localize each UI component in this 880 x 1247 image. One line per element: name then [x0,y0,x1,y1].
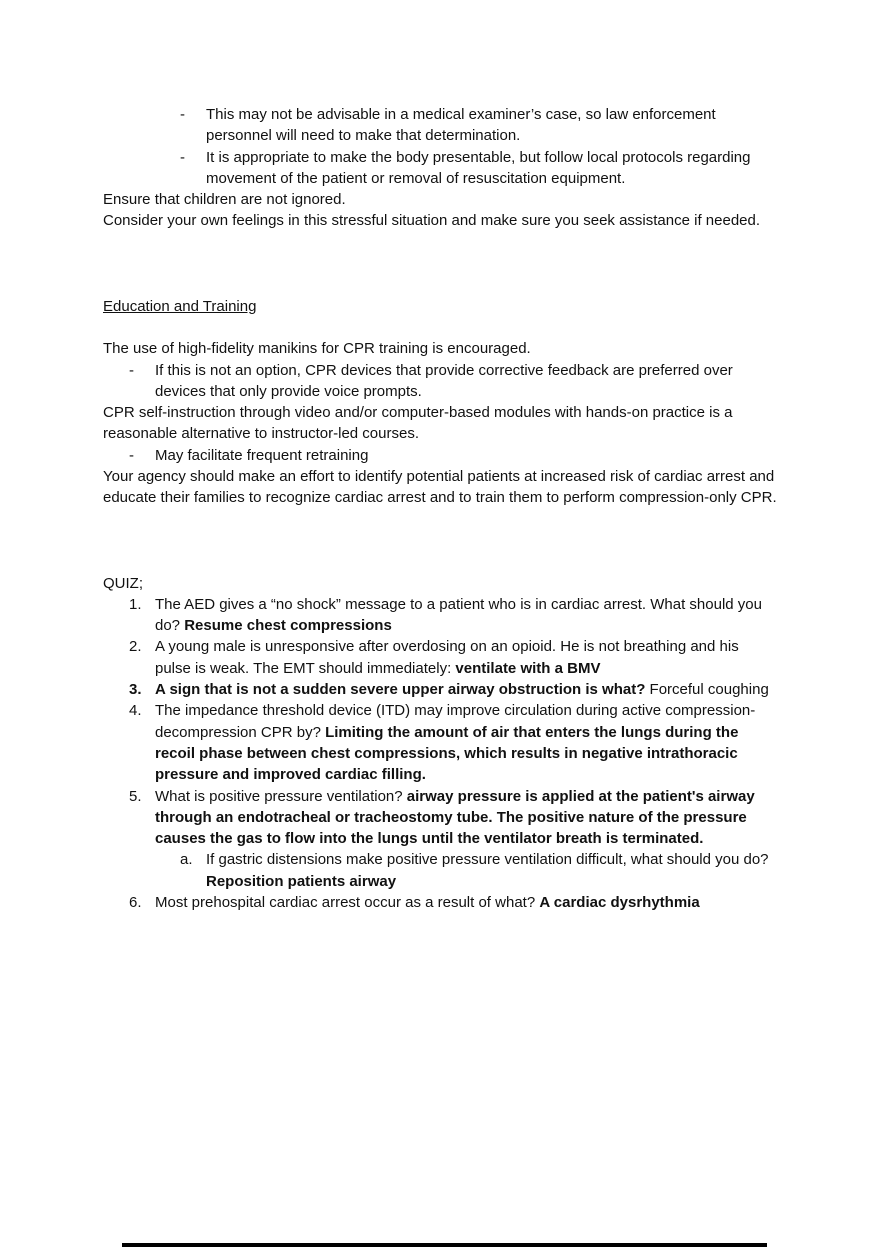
text-run: It is appropriate to make the body presentable, but follow local protocols regarding movement of the patient or removal of resuscitation equipment. [206,148,751,187]
page-bottom-divider [122,1243,767,1247]
list-marker: - [129,446,134,464]
paragraph [103,466,777,509]
text-run: ventilate with a BMV [455,659,601,677]
text-run: The AED gives a “no shock” message to a patient who is in cardiac arrest. What should you do? [155,595,762,635]
list-marker: - [129,361,134,379]
text-run: Ensure that children are not ignored. [103,191,346,209]
text-run: A cardiac dysrhythmia [539,893,700,911]
list-marker: 4. [129,702,142,720]
text-run: A sign that is not a sudden severe upper airway obstruction is what? [155,681,650,699]
text-run: Reposition patients airway [206,872,397,890]
text-run: Your agency should make an effort to identify potential patients at increased risk of cardiac arrest and educate their families to recognize cardiac arrest and to train them to perform compression-only CPR. [103,468,777,507]
list-item [103,147,777,190]
blank-line [103,551,777,572]
text-run: If this is not an option, CPR devices that provide corrective feedback are preferred over devices that only provide voice prompts. [155,361,733,400]
text-run: Resume chest compressions [184,617,392,635]
text-run: Forceful coughing [649,681,769,699]
text-run: Education and Training [103,297,257,315]
list-marker: - [180,106,185,123]
list-item [103,445,777,466]
list-item [103,636,777,679]
paragraph [103,573,777,594]
text-run: QUIZ; [103,574,143,592]
list-item [103,360,777,403]
blank-line [103,509,777,530]
list-item [103,892,777,913]
text-run: What is positive pressure ventilation? [155,787,407,805]
list-item [103,700,777,785]
document-content [103,104,777,913]
list-marker: a. [180,851,193,869]
list-marker: 3. [129,681,142,699]
text-run: May facilitate frequent retraining [155,446,369,464]
text-run: Limiting the amount of air that enters the lungs during the recoil phase between chest compressions, which results in negative intrathoracic pressure and improved cardiac filling. [155,723,739,784]
text-run: The use of high-fidelity manikins for CPR training is encouraged. [103,340,531,358]
text-run: The impedance threshold device (ITD) may improve circulation during active compression-decompression CPR by? [155,702,756,741]
list-marker: - [180,148,185,166]
paragraph [103,338,777,359]
paragraph [103,402,777,445]
list-marker: 2. [129,638,142,656]
paragraph [103,189,777,210]
list-marker: 1. [129,595,142,613]
list-item [103,104,777,147]
text-run: CPR self-instruction through video and/or computer-based modules with hands-on practice is a reasonable alternative to instructor-led courses. [103,404,733,443]
list-item [103,786,777,850]
blank-line [103,274,777,295]
section-heading [103,296,777,317]
blank-line [103,253,777,274]
text-run: Most prehospital cardiac arrest occur as a result of what? [155,893,540,911]
blank-line [103,317,777,338]
list-item [103,679,777,700]
list-item [103,849,777,892]
text-run: airway pressure is applied at the patient's airway through an endotracheal or tracheostomy tube. The positive nature of the pressure causes the gas to flow into the lungs until the ventilator breath is terminated. [155,787,755,848]
blank-line [103,232,777,253]
paragraph [103,210,777,231]
text-run: This may not be advisable in a medical examiner’s case, so law enforcement personnel will need to make that determination. [206,106,716,145]
text-run: A young male is unresponsive after overdosing on an opioid. He is not breathing and his pulse is weak. The EMT should immediately: [155,638,739,677]
list-marker: 6. [129,893,142,911]
text-run: If gastric distensions make positive pressure ventilation difficult, what should you do? [206,851,769,869]
list-marker: 5. [129,787,142,805]
text-run: Consider your own feelings in this stressful situation and make sure you seek assistance if needed. [103,212,761,230]
blank-line [103,530,777,551]
list-item [103,594,777,637]
